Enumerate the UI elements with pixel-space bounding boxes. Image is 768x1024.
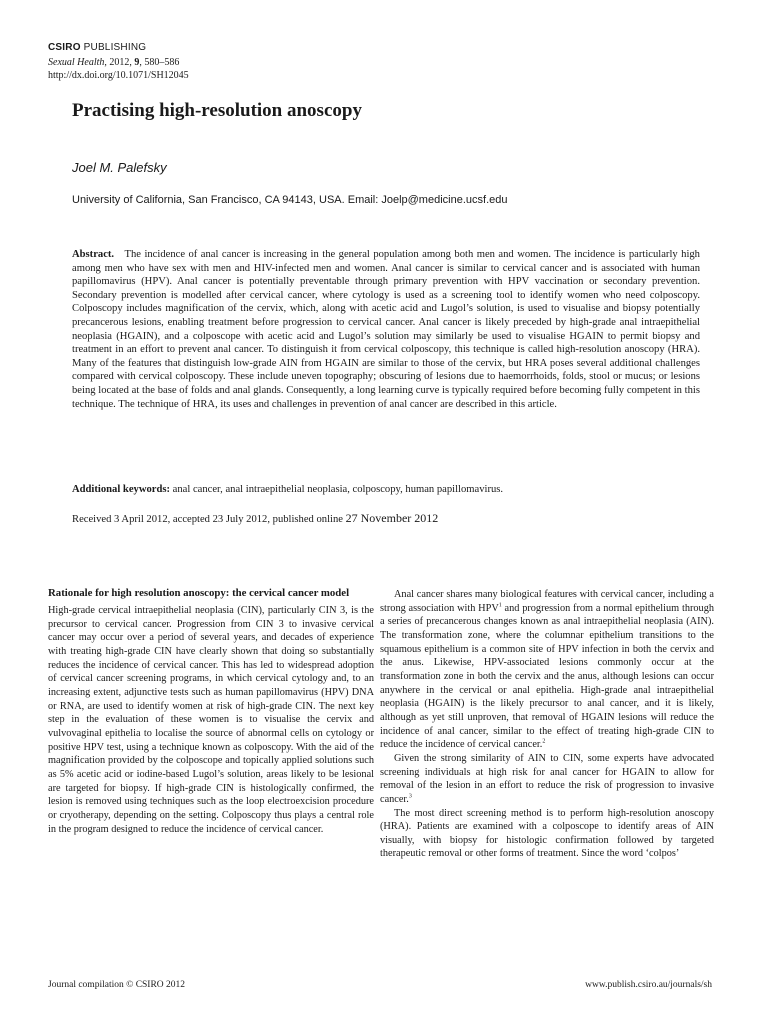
right-column bbox=[380, 588, 714, 861]
footer-copyright: Journal compilation © CSIRO 2012 bbox=[48, 980, 186, 990]
abstract bbox=[72, 248, 700, 411]
journal-volume: 9 bbox=[134, 57, 140, 68]
published-date: 27 November 2012 bbox=[345, 511, 439, 525]
body-paragraph: High-grade cervical intraepithelial neoplasia (CIN), particularly CIN 3, is the precursor to cervical cancer. Progression from CIN 3 to invasive cervical cancer may occur over a period of several years, and decades of experience with treating high-grade CIN have clearly shown that doing so substantially reduces the incidence of cervical cancer. This has led to widespread adoption of cervical cancer screening programs, in which cervical cytology and, to an increasing extent, adjunctive tests such as human papillomavirus (HPV) DNA or RNA, are used to identify women at risk of high-grade CIN. The next key step in the evaluation of these women is to visualise the cervix and vulvovaginal epithelia to localise the source of abnormal cells on cytology or positive HPV test, using a technique known as colposcopy. With the aid of the magnification provided by the colposcope and topically applied solutions such as 5% acetic acid or iodine-based Lugol’s solution, areas likely to be lesional are targeted for biopsy. If high-grade CIN is histologically confirmed, the lesion is removed using techniques such as the loop electroexcision procedure or cryotherapy, depending on the setting. Colposcopy thus plays a central role in the program designed to reduce the incidence of cervical cancer. bbox=[48, 605, 374, 835]
journal-name: Sexual Health bbox=[48, 57, 105, 68]
article-title: Practising high-resolution anoscopy bbox=[72, 100, 362, 121]
author-name: Joel M. Palefsky bbox=[72, 160, 167, 175]
body-paragraph: Anal cancer shares many biological features with cervical cancer, including a strong association with HPV$^1$ and progression from a normal epithelium through a series of precancerous changes known as anal intraepithelial neoplasia (AIN). The transformation zone, where the columnar epithelium transitions to the squamous epithelium is a common site of HPV infection in both the cervix and the anus. Likewise, HPV-associated lesions commonly occur at the transformation zone in both the cervix and the anus, although lesions can occur anywhere in the cervical or anal epithelia. High-grade anal intraepithelial neoplasia (HGAIN) is the likely precursor to anal cancer, and it is likely, although as yet still unproven, that removal of HGAIN lesions will reduce the incidence of anal cancer, similar to the effect of treating high-grade CIN to reduce the incidence of cervical cancer.$^2$ bbox=[380, 589, 714, 751]
footer-url[interactable]: www.publish.csiro.au/journals/sh bbox=[585, 980, 712, 990]
received-text: Received 3 April 2012, accepted 23 July 2012, published online bbox=[72, 514, 346, 525]
keywords-label: Additional keywords: bbox=[72, 484, 171, 495]
abstract-text: The incidence of anal cancer is increasing in the general population among both men and women. The incidence is particularly high among men who have sex with men and HIV-infected men and women. Anal cancer is similar to cervical cancer and is associated with human papillomavirus (HPV). Anal cancer is potentially preventable through primary prevention with HPV vaccination or secondary prevention. Secondary prevention is modelled after cervical cancer, where cytology is used as a screening tool to identify women who need colposcopy. Colposcopy includes magnification of the cervix, which, along with acetic acid and Lugol’s solution, is used to visualise and biopsy potentially precancerous lesions, enabling treatment before progression to cervical cancer. Anal cancer is likely preceded by high-grade anal intraepithelial neoplasia (HGAIN), and a colposcope with acetic acid and Lugol’s solution may similarly be used to visualise HGAIN to permit biopsy and treatment in an effort to prevent anal cancer. To distinguish it from cervical colposcopy, this technique is called high-resolution anoscopy (HRA). Many of the features that distinguish low-grade AIN from HGAIN are similar to those of the cervix, but HRA poses several additional challenges compared with cervical colposcopy. These include uneven topography; obscuring of lesions due to haemorrhoids, folds, stool or mucus; or lesions being located at the base of folds and anal glands. Consequently, a long learning curve is typically required before becoming fully competent in this technique. The technique of HRA, its uses and challenges in prevention of anal cancer are described in this article. bbox=[72, 249, 700, 410]
author-affiliation: University of California, San Francisco, CA 94143, USA. Email: Joelp@medicine.ucsf.edu bbox=[72, 194, 508, 206]
doi-link[interactable]: http://dx.doi.org/10.1071/SH12045 bbox=[48, 70, 189, 81]
journal-citation: Sexual Health, 2012, 9, 580–586 bbox=[48, 57, 180, 68]
left-column bbox=[48, 586, 374, 836]
abstract-label: Abstract. bbox=[72, 249, 115, 260]
section-heading: Rationale for high resolution anoscopy: the cervical cancer model bbox=[48, 587, 350, 599]
publisher-brand: CSIRO bbox=[48, 42, 81, 53]
publisher-label: PUBLISHING bbox=[80, 42, 147, 53]
reference-link[interactable]: 2 bbox=[542, 738, 546, 745]
publisher-line bbox=[48, 42, 146, 53]
reference-link[interactable]: 1 bbox=[498, 602, 502, 609]
keywords-text: anal cancer, anal intraepithelial neoplasia, colposcopy, human papillomavirus. bbox=[170, 484, 504, 495]
keywords bbox=[72, 483, 700, 497]
received-dates bbox=[72, 511, 438, 526]
body-paragraph: The most direct screening method is to perform high-resolution anoscopy (HRA). Patients are examined with a colposcope to identify areas of AIN visually, with biopsy for histologic confirmation followed by targeted therapeutic removal or other forms of treatment. Since the word ‘colpos’ bbox=[380, 807, 714, 860]
reference-link[interactable]: 3 bbox=[408, 793, 412, 800]
body-paragraph: Given the strong similarity of AIN to CIN, some experts have advocated screening individuals at high risk for anal cancer for HGAIN to allow for removal of the lesion in an effort to reduce the risk of progression to invasive cancer.$^3$ bbox=[380, 752, 714, 805]
